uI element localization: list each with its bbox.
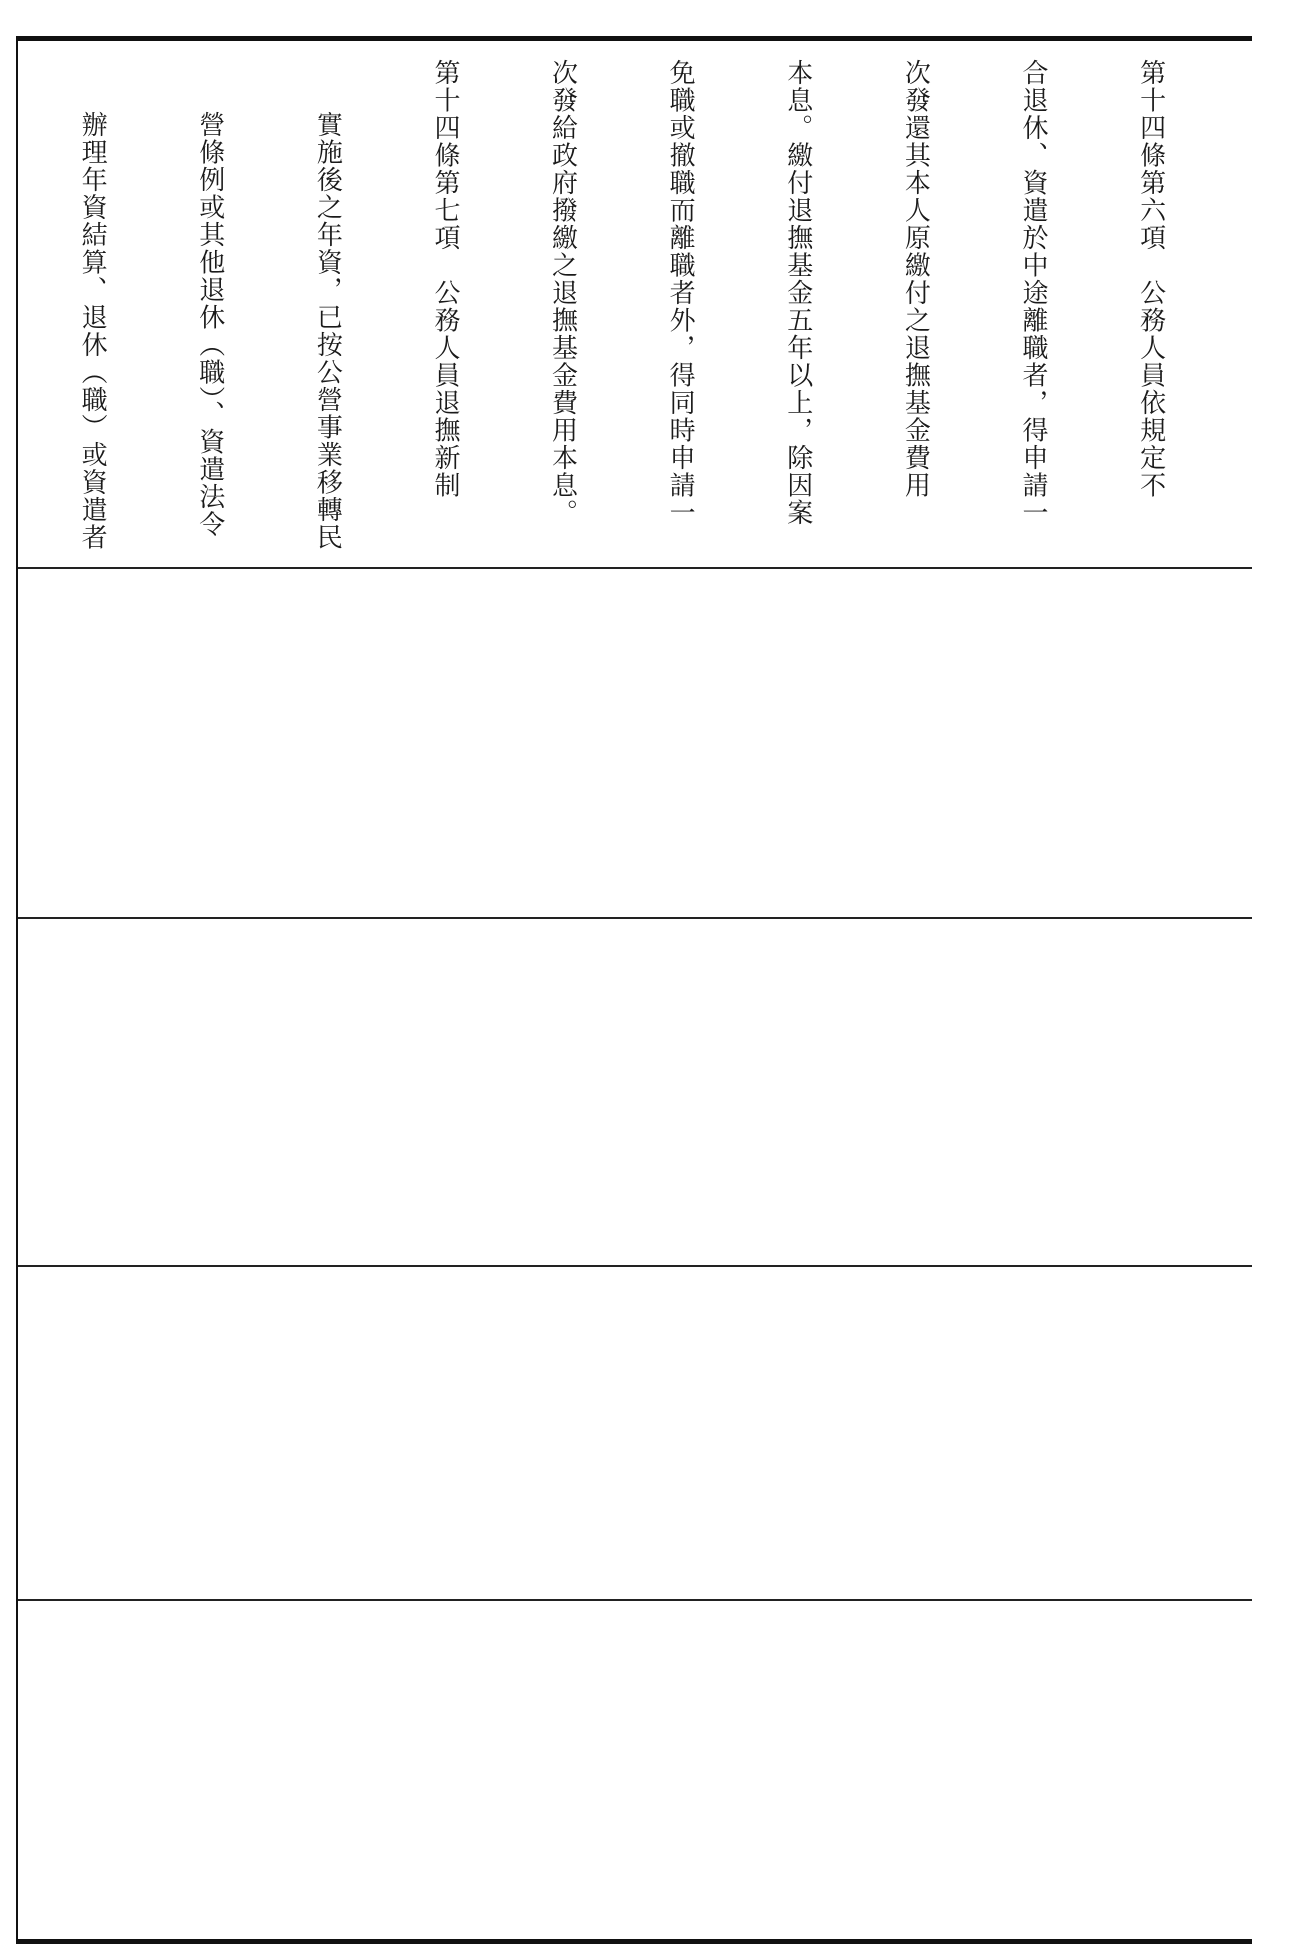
text-line: 營條例或其他退休（職）、資遣法令	[194, 111, 225, 538]
text-line: 本息。繳付退撫基金五年以上，除因案	[782, 59, 813, 527]
text-line: 第十四條第六項 公務人員依規定不	[1135, 59, 1166, 499]
comparison-table	[16, 36, 1252, 1944]
table-row-empty	[18, 1267, 1252, 1601]
text-line: 次發還其本人原繳付之退撫基金費用	[900, 59, 931, 499]
table-row-empty	[18, 919, 1252, 1267]
current-regulation-text	[0, 59, 1248, 557]
table-row-empty	[18, 569, 1252, 919]
text-line: 第十四條第七項 公務人員退撫新制	[429, 59, 460, 499]
text-line: 實施後之年資，已按公營事業移轉民	[312, 111, 343, 551]
text-line: 次發給政府撥繳之退撫基金費用本息。	[547, 59, 578, 527]
text-line: 免職或撤職而離職者外，得同時申請一	[665, 59, 696, 527]
table-row-text	[18, 41, 1252, 569]
text-line: 合退休、資遣於中途離職者，得申請一	[1017, 59, 1048, 527]
text-line: 辦理年資結算、退休（職）或資遣者	[77, 111, 108, 551]
table-row-empty	[18, 1601, 1252, 1944]
